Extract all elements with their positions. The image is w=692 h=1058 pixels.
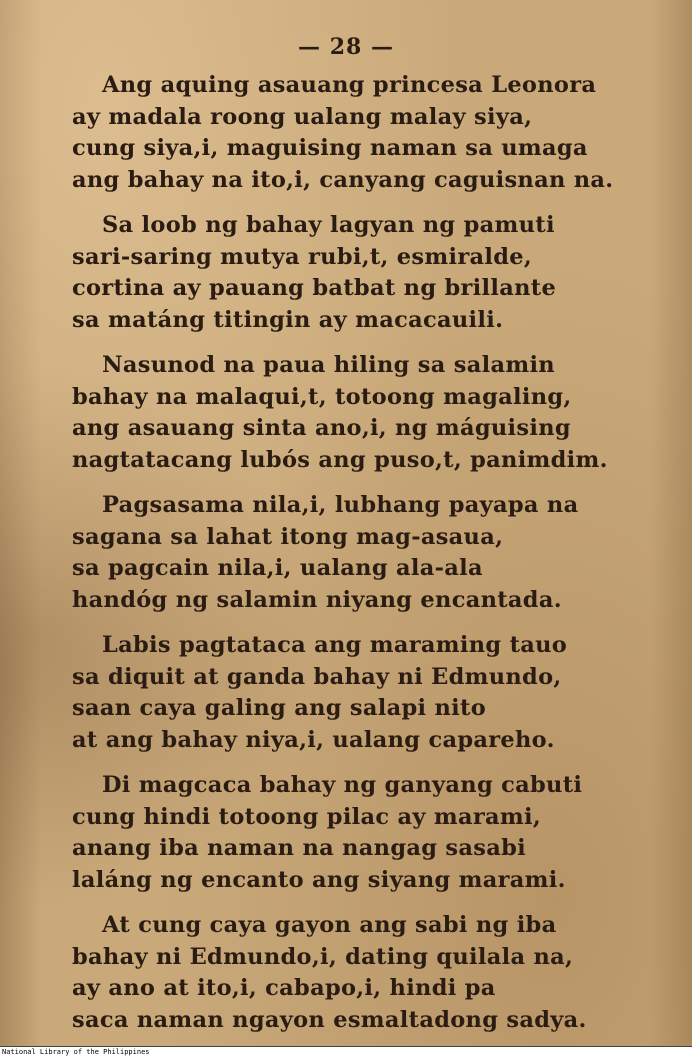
stanza-4-line-2: sagana sa lahat itong mag-asaua,	[72, 523, 504, 550]
stanza-7	[72, 910, 662, 1036]
stanza-2	[72, 210, 662, 336]
stanza-5-line-3: saan caya galing ang salapi nito	[72, 695, 487, 721]
stanza-2-line-1: Sa loob ng bahay lagyan ng pamuti	[102, 212, 555, 238]
stanza-5-line-4: at ang bahay niya,i, ualang capareho.	[72, 726, 555, 753]
stanza-6-line-2: cung hindi totoong pilac ay marami,	[72, 803, 542, 830]
stanza-6-line-1: Di magcaca bahay ng ganyang cabuti	[102, 772, 583, 798]
poem-body	[72, 70, 662, 1050]
stanza-3-line-2: bahay na malaqui,t, totoong magaling,	[72, 383, 572, 410]
stanza-5-line-1: Labis pagtataca ang maraming tauo	[102, 632, 568, 658]
stanza-1-line-2: ay madala roong ualang malay siya,	[72, 103, 533, 130]
stanza-4-line-3: sa pagcain nila,i, ualang ala-ala	[72, 555, 483, 581]
stanza-7-line-4: saca naman ngayon esmaltadong sadya.	[72, 1006, 587, 1033]
stanza-4	[72, 490, 662, 616]
stanza-3-line-4: nagtatacang lubós ang puso,t, panimdim.	[72, 446, 608, 473]
stanza-3-line-3: ang asauang sinta ano,i, ng máguising	[72, 415, 571, 441]
stanza-1-line-4: ang bahay na ito,i, canyang caguisnan na.	[72, 166, 614, 193]
stanza-5-line-2: sa diquit at ganda bahay ni Edmundo,	[72, 663, 562, 690]
stanza-4-line-1: Pagsasama nila,i, lubhang payapa na	[102, 492, 579, 518]
stanza-2-line-4: sa matáng titingin ay macacauili.	[72, 306, 504, 333]
stanza-3	[72, 350, 662, 476]
stanza-7-line-1: At cung caya gayon ang sabi ng iba	[102, 912, 557, 938]
stanza-3-line-1: Nasunod na paua hiling sa salamin	[102, 352, 555, 378]
stanza-7-line-2: bahay ni Edmundo,i, dating quilala na,	[72, 943, 574, 970]
stanza-6-line-3: anang iba naman na nangag sasabi	[72, 835, 526, 861]
stanza-2-line-3: cortina ay pauang batbat ng brillante	[72, 275, 557, 301]
stanza-7-line-3: ay ano at ito,i, cabapo,i, hindi pa	[72, 975, 496, 1001]
stanza-2-line-2: sari-saring mutya rubi,t, esmiralde,	[72, 243, 532, 270]
stanza-1-line-3: cung siya,i, maguising naman sa umaga	[72, 135, 588, 161]
stanza-5	[72, 630, 662, 756]
stanza-1	[72, 70, 662, 196]
page-number: — 28 —	[298, 34, 394, 60]
library-footer: National Library of the Philippines	[0, 1046, 692, 1058]
stanza-4-line-4: handóg ng salamin niyang encantada.	[72, 586, 562, 613]
stanza-6	[72, 770, 662, 896]
stanza-6-line-4: laláng ng encanto ang siyang marami.	[72, 866, 566, 893]
stanza-1-line-1: Ang aquing asauang princesa Leonora	[102, 72, 597, 98]
